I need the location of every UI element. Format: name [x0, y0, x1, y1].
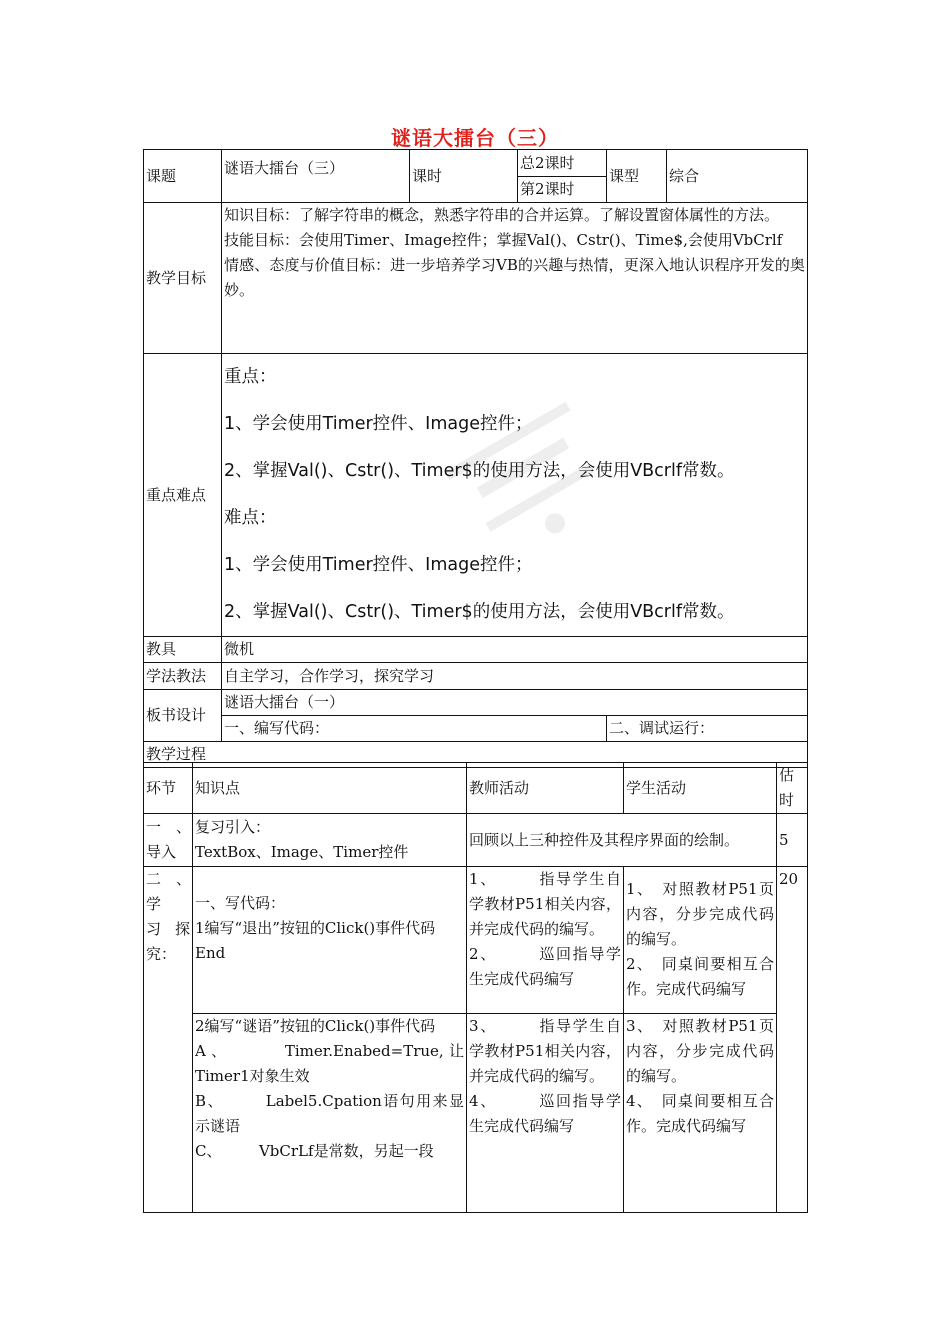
type-value: 综合 — [667, 150, 808, 203]
knowledge-line: End — [195, 944, 226, 962]
topic-value: 谜语大擂台（三） — [222, 150, 410, 203]
page-title: 谜语大擂台（三） — [391, 126, 559, 150]
column-header: 学生活动 — [624, 763, 777, 814]
stage-knowledge — [193, 1014, 467, 1213]
type-label: 课型 — [607, 150, 667, 203]
board-right: 二、调试运行： — [607, 716, 808, 742]
stage-teacher — [467, 867, 624, 1014]
teacher-line: 1、 指导学生自学教材P51相关内容，并完成代码的编写。 — [469, 870, 621, 938]
difficult-title: 难点： — [224, 508, 277, 528]
key-points-label: 重点难点 — [144, 354, 222, 637]
stage-knowledge — [193, 814, 467, 867]
hours-total: 总2课时 — [520, 153, 575, 172]
stage-student — [624, 867, 777, 1014]
student-line: 4、 同桌间要相互合作。完成代码编写 — [626, 1092, 774, 1135]
hours-cell — [518, 150, 607, 203]
student-line: 3、 对照教材P51页内容，分步完成代码的编写。 — [626, 1017, 774, 1085]
methods-value: 自主学习，合作学习，探究学习 — [222, 663, 808, 690]
stage-teacher: 回顾以上三种控件及其程序界面的绘制。 — [467, 814, 777, 867]
board-title: 谜语大擂台（一） — [222, 690, 808, 716]
difficult-item: 1、学会使用Timer控件、Image控件； — [224, 555, 533, 575]
stage-time: 20 — [777, 867, 808, 1213]
key-item: 1、学会使用Timer控件、Image控件； — [224, 414, 533, 434]
column-header: 知识点 — [193, 763, 467, 814]
objective-skill: 技能目标：会使用Timer、Image控件；掌握Val()、Cstr()、Time$,会使用VbCrlf — [224, 231, 783, 249]
methods-label: 学法教法 — [144, 663, 222, 690]
tools-value: 微机 — [222, 637, 808, 663]
teacher-line: 2、 巡回指导学生完成代码编写 — [469, 945, 621, 988]
teacher-line: 3、 指导学生自学教材P51相关内容，并完成代码的编写。 — [469, 1017, 621, 1085]
stage-name: 一 、导入 — [144, 814, 193, 867]
watermark-icon — [440, 400, 620, 560]
student-line: 2、 同桌间要相互合作。完成代码编写 — [626, 955, 774, 998]
tools-label: 教具 — [144, 637, 222, 663]
topic-label: 课题 — [144, 150, 222, 203]
hours-label: 课时 — [410, 150, 518, 203]
process-label: 教学过程 — [144, 742, 808, 768]
stage-teacher — [467, 1014, 624, 1213]
key-item: 2、掌握Val()、Cstr()、Timer$的使用方法，会使用VBcrlf常数。 — [224, 461, 735, 481]
knowledge-line: 一、写代码： — [195, 894, 286, 912]
column-header: 教师活动 — [467, 763, 624, 814]
objectives-content — [222, 203, 808, 354]
knowledge-line: 1编写“退出”按钮的Click()事件代码 — [195, 919, 436, 937]
column-header: 估时 — [777, 763, 808, 814]
knowledge-line: A、 Timer.Enabed=True,让Timer1对象生效 — [195, 1042, 464, 1085]
knowledge-line: C、 VbCrLf是常数，另起一段 — [195, 1142, 434, 1160]
knowledge-line: 2编写“谜语”按钮的Click()事件代码 — [195, 1017, 436, 1035]
objectives-label: 教学目标 — [144, 203, 222, 354]
stage-time: 5 — [777, 814, 808, 867]
key-title: 重点： — [224, 367, 277, 387]
objective-emotion: 情感、态度与价值目标：进一步培养学习VB的兴趣与热情，更深入地认识程序开发的奥妙。 — [224, 256, 805, 299]
knowledge-line: B、 Label5.Cpation语句用来显示谜语 — [195, 1092, 464, 1135]
difficult-item: 2、掌握Val()、Cstr()、Timer$的使用方法，会使用VBcrlf常数。 — [224, 602, 735, 622]
board-label: 板书设计 — [144, 690, 222, 742]
teacher-line: 4、 巡回指导学生完成代码编写 — [469, 1092, 621, 1135]
hours-current: 第2课时 — [518, 176, 606, 202]
stage-knowledge — [193, 867, 467, 1014]
process-table — [143, 762, 808, 1213]
stage-student — [624, 1014, 777, 1213]
knowledge-line: 复习引入： — [195, 818, 271, 836]
knowledge-line: TextBox、Image、Timer控件 — [195, 843, 409, 861]
stage-name: 二 、学 习探究： — [144, 867, 193, 1213]
column-header: 环节 — [144, 763, 193, 814]
student-line: 1、 对照教材P51页内容，分步完成代码的编写。 — [626, 880, 774, 948]
board-left: 一、编写代码： — [222, 716, 607, 742]
objective-knowledge: 知识目标：了解字符串的概念，熟悉字符串的合并运算。了解设置窗体属性的方法。 — [224, 206, 780, 224]
